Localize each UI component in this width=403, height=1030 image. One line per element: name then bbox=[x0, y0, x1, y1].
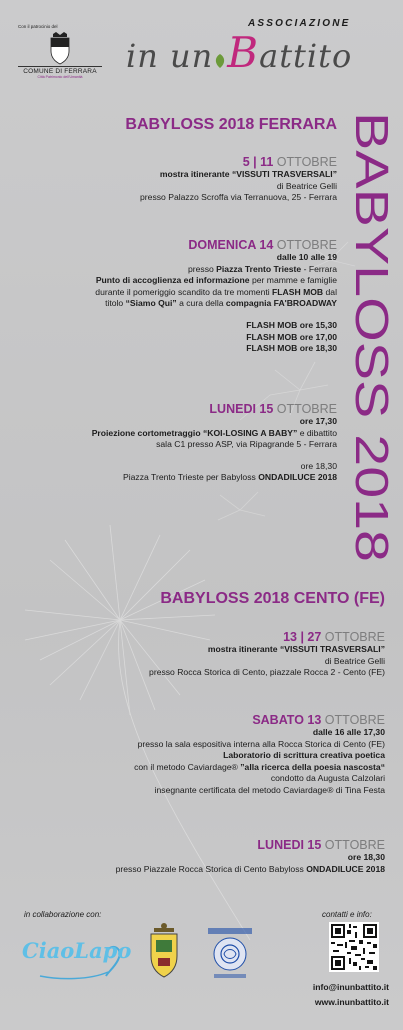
qr-code-icon[interactable] bbox=[329, 922, 379, 972]
cento-event-2 bbox=[134, 713, 385, 797]
side-title bbox=[342, 112, 402, 567]
ferrara-event-2-desc3: titolo “Siamo Qui” a cura della compagnia FA'BROADWAY bbox=[105, 298, 337, 309]
ferrara-event-2-time: dalle 10 alle 19 bbox=[276, 252, 337, 262]
cento-event-2-time: dalle 16 alle 17,30 bbox=[312, 727, 385, 737]
ferrara-event-2-date: DOMENICA 14 OTTOBRE bbox=[188, 238, 337, 252]
cento-event-1-date: 13 | 27 OTTOBRE bbox=[283, 630, 385, 644]
ciaolapo-logo bbox=[20, 932, 130, 982]
contact-website[interactable]: www.inunbattito.it bbox=[314, 997, 389, 1007]
leaf-icon bbox=[213, 53, 227, 69]
ferrara-event-2 bbox=[95, 238, 337, 355]
ferrara-event-3-time: ore 17,30 bbox=[299, 416, 337, 426]
ferrara-event-2-place: presso Piazza Trento Trieste - Ferrara bbox=[187, 263, 337, 274]
collab-label: in collaborazione con: bbox=[24, 910, 102, 919]
ferrara-event-3-date: LUNEDI 15 OTTOBRE bbox=[209, 402, 337, 416]
cento-event-2-date: SABATO 13 OTTOBRE bbox=[252, 713, 385, 727]
cento-event-3-time: ore 18,30 bbox=[347, 852, 385, 862]
ferrara-event-1-date: 5 | 11 OTTOBRE bbox=[242, 155, 337, 169]
cento-event-2-line1: presso la sala espositiva interna alla Rocca Storica di Cento (FE) bbox=[137, 738, 385, 749]
ciaolapo-text: CiaoLapo bbox=[22, 938, 132, 963]
ferrara-event-3-line2: sala C1 presso ASP, via Ripagrande 5 - Ferrara bbox=[156, 439, 337, 450]
ferrara-event-3-line3: Piazza Trento Trieste per Babyloss ONDADILUCE 2018 bbox=[123, 472, 337, 483]
cento-event-2-line4: condotto da Augusta Calzolari bbox=[270, 773, 385, 784]
partner-logo-header bbox=[208, 928, 252, 934]
flash-mob-2: FLASH MOB ore 17,00 bbox=[246, 331, 337, 342]
comune-logo bbox=[18, 24, 102, 79]
ferrara-event-1-line3: presso Palazzo Scroffa via Terranuova, 25 - Ferrara bbox=[140, 192, 337, 203]
cento-event-2-line5: insegnante certificata del metodo Caviardage® di Tina Festa bbox=[154, 784, 385, 795]
cento-event-3-line1: presso Piazzale Rocca Storica di Cento Babyloss ONDADILUCE 2018 bbox=[115, 863, 385, 874]
ferrara-event-2-desc2: durante il pomeriggio scandito da tre momenti FLASH MOB dal bbox=[95, 286, 337, 297]
partner-logo-footer bbox=[214, 974, 246, 978]
cento-event-1-line2: di Beatrice Gelli bbox=[324, 655, 385, 666]
comune-subtitle: Città Patrimonio dell'Umanità bbox=[37, 75, 83, 79]
side-title-text: BABYLOSS 2018 bbox=[346, 112, 398, 473]
patronage-text: Con il patrocinio del bbox=[18, 24, 58, 29]
cento-event-1 bbox=[149, 630, 385, 679]
ferrara-title: BABYLOSS 2018 FERRARA bbox=[125, 116, 337, 133]
contact-email[interactable]: info@inunbattito.it bbox=[312, 982, 389, 992]
ferrara-event-3-line1: Proiezione cortometraggio “KOI-LOSING A BABY” e dibattito bbox=[91, 427, 337, 438]
association-label: ASSOCIAZIONE bbox=[248, 18, 351, 29]
cento-event-3-date: LUNEDI 15 OTTOBRE bbox=[257, 838, 385, 852]
ferrara-event-1-line2: di Beatrice Gelli bbox=[276, 180, 337, 191]
cento-event-2-line2: Laboratorio di scrittura creativa poetica bbox=[223, 750, 385, 761]
association-name-part1: in un bbox=[126, 37, 214, 75]
flash-mob-3: FLASH MOB ore 18,30 bbox=[246, 343, 337, 354]
comune-name: COMUNE DI FERRARA bbox=[18, 66, 102, 75]
partner-logo bbox=[206, 928, 254, 980]
association-name-b: B bbox=[227, 28, 260, 77]
cento-event-3 bbox=[116, 838, 385, 875]
ferrara-event-3 bbox=[92, 402, 337, 484]
ferrara-event-3-time2: ore 18,30 bbox=[300, 460, 337, 471]
cento-event-1-line3: presso Rocca Storica di Cento, piazzale Rocca 2 - Cento (FE) bbox=[149, 667, 385, 678]
cento-event-1-line1: mostra itinerante “VISSUTI TRASVERSALI” bbox=[207, 644, 385, 654]
ferrara-event-1 bbox=[140, 155, 337, 204]
rose-icon bbox=[206, 934, 254, 974]
cento-event-2-line3: con il metodo Caviardage® ”alla ricerca della poesia nascosta“ bbox=[134, 761, 385, 772]
cento-coat-of-arms-icon bbox=[146, 922, 182, 980]
flash-mob-1: FLASH MOB ore 15,30 bbox=[246, 319, 337, 330]
ferrara-event-2-desc1: Punto di accoglienza ed informazione per mamme e famiglie bbox=[95, 275, 337, 286]
ferrara-event-1-line1: mostra itinerante “VISSUTI TRASVERSALI” bbox=[159, 169, 337, 179]
association-name-part3: attito bbox=[259, 37, 353, 75]
contacts-label: contatti e info: bbox=[322, 910, 372, 919]
cento-title: BABYLOSS 2018 CENTO (FE) bbox=[160, 590, 385, 607]
ferrara-coat-of-arms-icon bbox=[45, 31, 75, 65]
association-logo bbox=[126, 28, 352, 77]
